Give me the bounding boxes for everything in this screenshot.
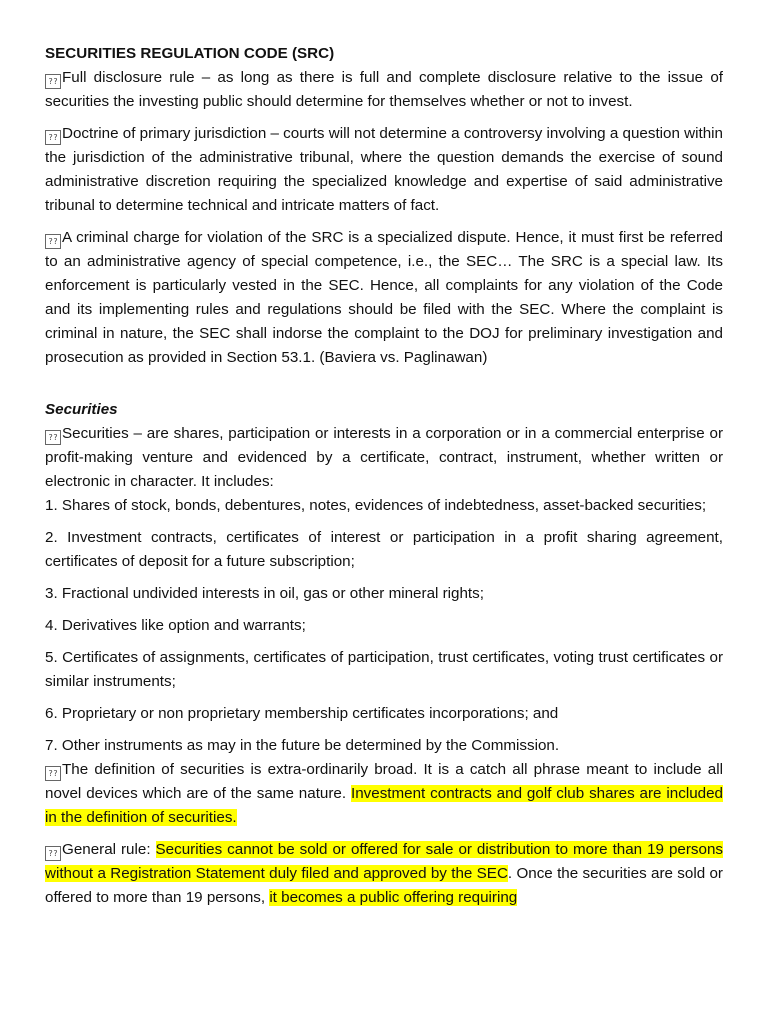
document-title: SECURITIES REGULATION CODE (SRC) [45,45,335,62]
paragraph-general-rule [45,838,723,910]
list-item: 5. Certificates of assignments, certificates of participation, trust certificates, voting trust certificates or similar instruments; [45,649,723,690]
bullet-icon: ?? [45,234,61,249]
bullet-icon: ?? [45,430,61,445]
bullet-icon: ?? [45,766,61,781]
list-item: 3. Fractional undivided interests in oil, gas or other mineral rights; [45,585,484,602]
section-heading-securities: Securities [45,401,118,418]
list-item: 2. Investment contracts, certificates of interest or participation in a profit sharing agreement, certificates of deposit for a future subscription; [45,529,723,570]
paragraph-securities-definition [45,422,723,494]
paragraph-primary-jurisdiction [45,122,723,218]
paragraph-text: The definition of securities is extra-ordinarily broad. It is a catch all phrase meant to include all novel devices which are of the same nature. [45,761,723,802]
paragraph-text: . Once the securities are sold or offered to more than 19 persons, [45,865,723,906]
list-item: 7. Other instruments as may in the future be determined by the Commission. [45,737,560,754]
paragraph-text: General rule: [62,841,156,858]
paragraph-broad-definition [45,758,723,830]
list-item: 6. Proprietary or non proprietary membership certificates incorporations; and [45,705,559,722]
highlighted-text: Investment contracts and golf club shares are included in the definition of securities. [45,785,723,826]
highlighted-text: it becomes a public offering requiring [269,889,518,906]
paragraph-text: Doctrine of primary jurisdiction – courts will not determine a controversy involving a question within the jurisdiction of the administrative tribunal, where the question demands the exercise of sound administrative discretion requiring the specialized knowledge and expertise of said administrative tribunal to determine technical and intricate matters of fact. [45,125,723,214]
document-page [45,42,723,918]
bullet-icon: ?? [45,846,61,861]
list-item: 4. Derivatives like option and warrants; [45,617,306,634]
paragraph-text: Securities – are shares, participation or interests in a corporation or in a commercial enterprise or profit-making venture and evidenced by a certificate, contract, instrument, whether written or electronic in character. It includes: [45,425,723,490]
bullet-icon: ?? [45,130,61,145]
list-item: 1. Shares of stock, bonds, debentures, notes, evidences of indebtedness, asset-backed securities; [45,497,707,514]
paragraph-full-disclosure [45,66,723,114]
highlighted-text: Securities cannot be sold or offered for sale or distribution to more than 19 persons without a Registration Statement duly filed and approved by the SEC [45,841,723,882]
paragraph-text: A criminal charge for violation of the SRC is a specialized dispute. Hence, it must first be referred to an administrative agency of special competence, i.e., the SEC… The SRC is a special law. Its enforcement is particularly vested in the SEC. Hence, all complaints for any violation of the Code and its implementing rules and regulations should be filed with the SEC. Where the complaint is criminal in nature, the SEC shall indorse the complaint to the DOJ for preliminary investigation and prosecution as provided in Section 53.1. (Baviera vs. Paglinawan) [45,229,723,366]
paragraph-criminal-charge [45,226,723,370]
bullet-icon: ?? [45,74,61,89]
paragraph-text: Full disclosure rule – as long as there is full and complete disclosure relative to the issue of securities the investing public should determine for themselves whether or not to invest. [45,69,723,110]
securities-list [45,494,723,758]
